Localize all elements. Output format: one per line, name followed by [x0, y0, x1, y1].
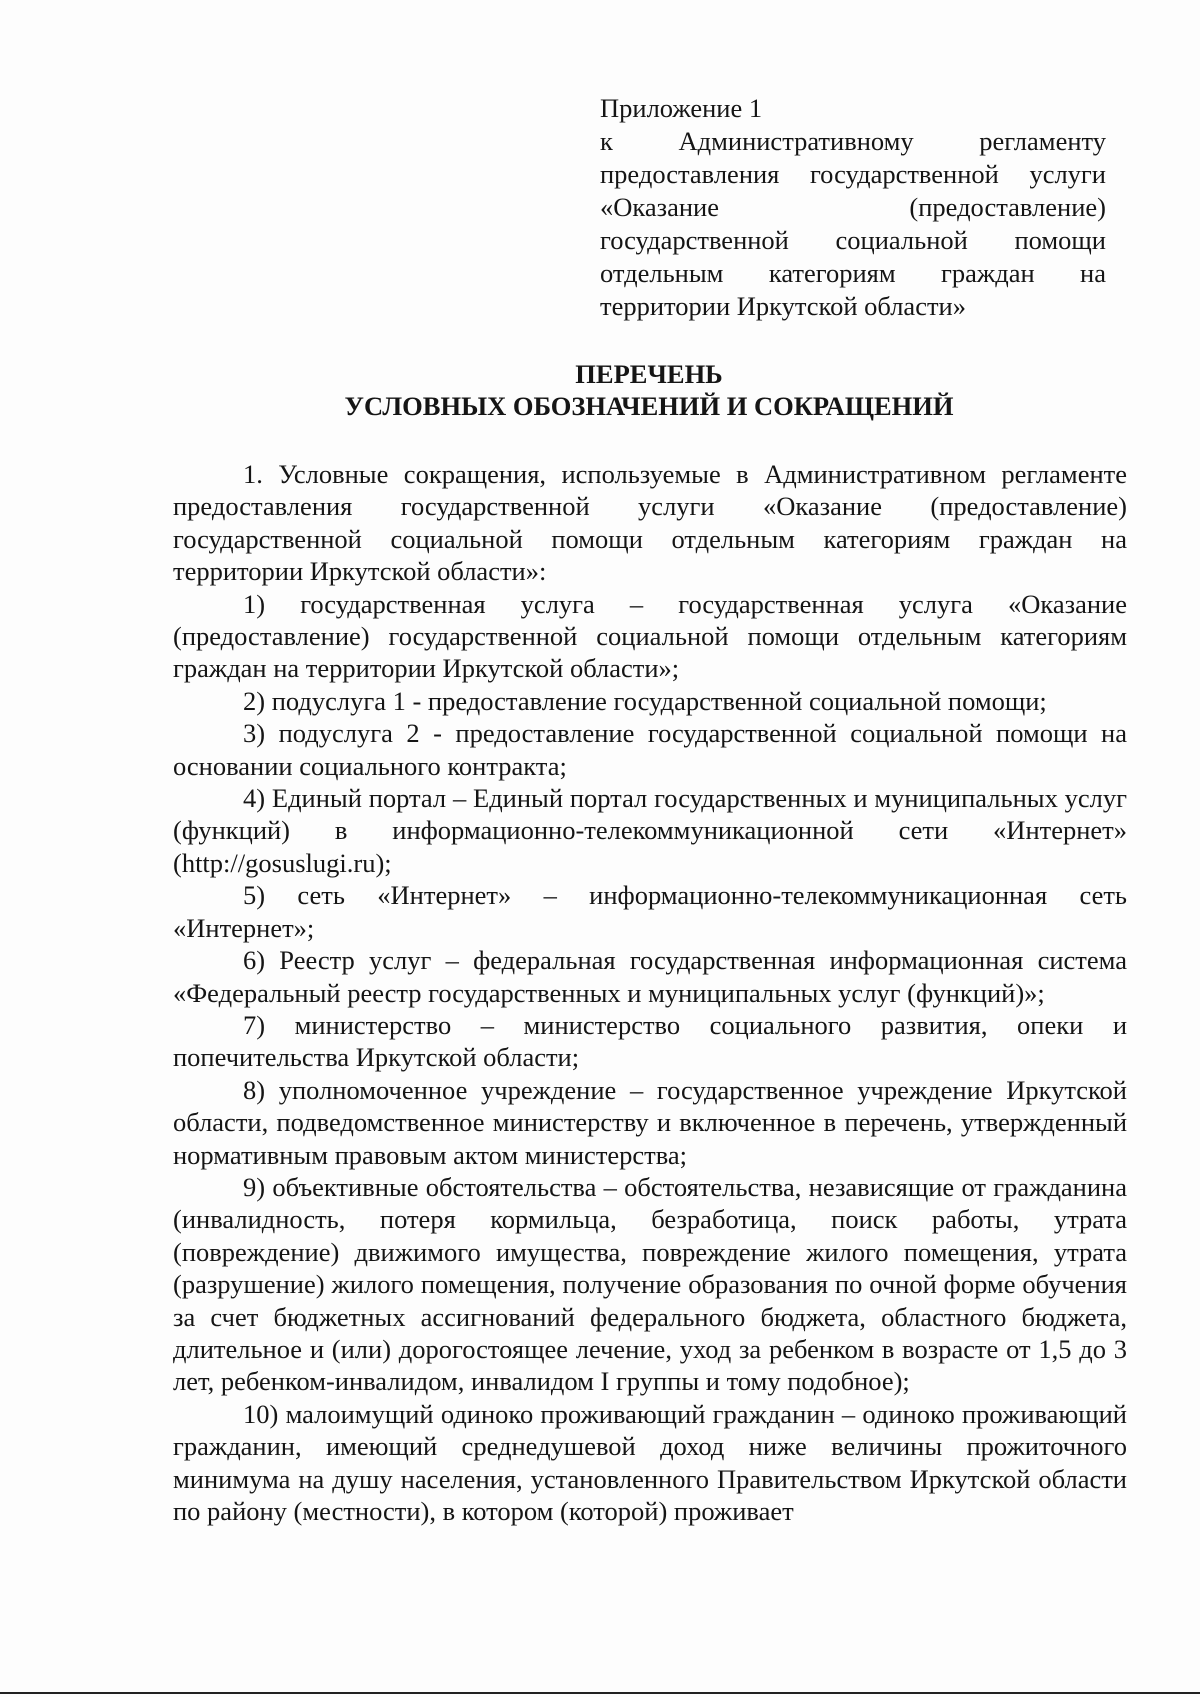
list-item: 4) Единый портал – Единый портал государственных и муниципальных услуг (функций) в информационно-телекоммуникационной сети «Интернет» (http://gosuslugi.ru); [173, 783, 1127, 878]
title-line-1: ПЕРЕЧЕНЬ [575, 359, 723, 389]
appendix-line: государственной социальной помощи [600, 225, 1106, 255]
list-item: 10) малоимущий одиноко проживающий гражданин – одиноко проживающий гражданин, имеющий среднедушевой доход ниже величины прожиточного минимума на душу населения, установленного Правительством Иркутской области по району (местности), в котором (которой) проживает [173, 1398, 1127, 1526]
list-item: 2) подуслуга 1 - предоставление государственной социальной помощи; [243, 685, 1047, 716]
document-title [172, 358, 1126, 422]
appendix-note [600, 92, 1106, 323]
list-item: 3) подуслуга 2 - предоставление государственной социальной помощи на основании социального контракта; [173, 718, 1127, 781]
appendix-line: Приложение 1 [600, 93, 763, 123]
list-item: 1) государственная услуга – государственная услуга «Оказание (предоставление) государственной социальной помощи отдельным категориям граждан на территории Иркутской области»; [173, 588, 1127, 684]
list-item: 7) министерство – министерство социального развития, опеки и попечительства Иркутской области; [173, 1009, 1127, 1073]
scan-edge-line [0, 1692, 1200, 1694]
appendix-line: территории Иркутской области» [600, 291, 966, 321]
document-body [173, 458, 1127, 1527]
appendix-line: «Оказание (предоставление) [600, 192, 1106, 222]
appendix-line: предоставления государственной услуги [600, 159, 1106, 189]
list-item: 5) сеть «Интернет» – информационно-телекоммуникационная сеть «Интернет»; [173, 880, 1127, 943]
list-item: 6) Реестр услуг – федеральная государственная информационная система «Федеральный реестр государственных и муниципальных услуг (функций)»; [173, 945, 1127, 1008]
list-item: 9) объективные обстоятельства – обстоятельства, независящие от гражданина (инвалидность, потеря кормильца, безработица, поиск работы, утрата (повреждение) движимого имущества, повреждение жилого помещения, утрата (разрушение) жилого помещения, получение образования по очной форме обучения за счет бюджетных ассигнований федерального бюджета, областного бюджета, длительное и (или) дорогостоящее лечение, уход за ребенком в возрасте от 1,5 до 3 лет, ребенком-инвалидом, инвалидом I группы и тому подобное); [173, 1171, 1127, 1397]
appendix-line: отдельным категориям граждан на [600, 258, 1106, 288]
appendix-line: к Административному регламенту [600, 126, 1106, 156]
list-item: 8) уполномоченное учреждение – государственное учреждение Иркутской области, подведомственное министерству и включенное в перечень, утвержденный нормативным правовым актом министерства; [173, 1074, 1127, 1170]
paragraph-intro: 1. Условные сокращения, используемые в Административном регламенте предоставления государственной услуги «Оказание (предоставление) государственной социальной помощи отдельным категориям граждан на территории Иркутской области»: [173, 459, 1127, 587]
title-line-2: УСЛОВНЫХ ОБОЗНАЧЕНИЙ И СОКРАЩЕНИЙ [344, 391, 954, 421]
